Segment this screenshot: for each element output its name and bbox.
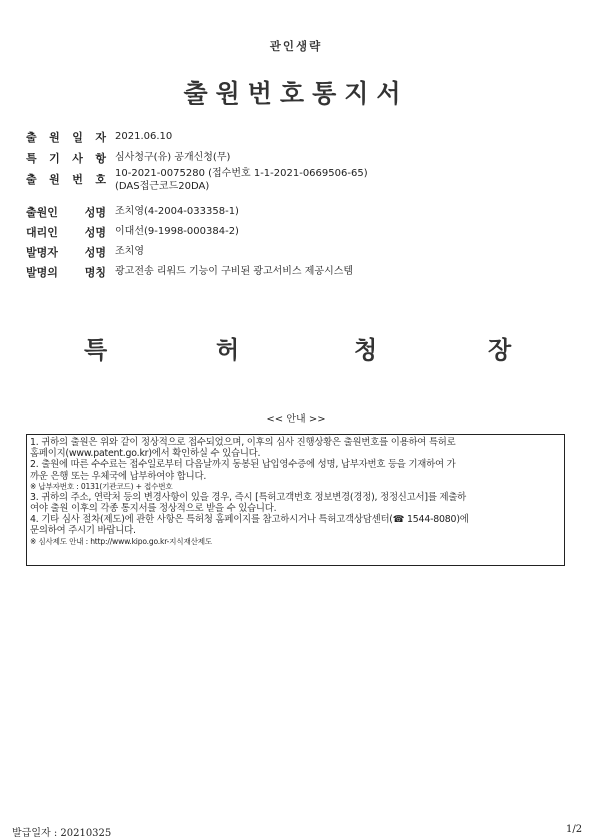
field-value [115,205,239,218]
notice-line: 여야 출원 이후의 각종 통지서를 정상적으로 받을 수 있습니다. [30,503,277,515]
field-label [26,204,106,220]
field-value [115,130,172,143]
issuer-char: 장 [488,336,512,364]
field-label [26,264,106,280]
issue-date: 발급일자 : 20210325 [12,828,112,839]
field-value-line: (DAS접근코드20DA) [115,181,210,192]
field-label [26,150,106,166]
page-number: 1/2 [566,824,583,835]
field-label-part: 대리인 [26,226,58,239]
field-label-part: 발명자 [26,246,58,259]
notice-line: ※ 납부자번호 : 0131(기관코드) + 접수번호 [30,481,173,491]
issuer-char: 청 [354,336,378,364]
notice-line: 4. 기타 심사 절차(제도)에 관한 사항은 특허청 홈페이지를 참고하시거나 특허고객상담센터(☎ 1544-8080)에 [30,514,469,526]
notice-line: ※ 심사제도 안내 : http://www.kipo.go.kr-지식재산제도 [30,536,212,546]
field-value-line: 조치영 [115,246,144,257]
field-label-part: 기 [49,152,60,165]
field-value-line: 10-2021-0075280 (접수번호 1-1-2021-0669506-65) [115,168,368,179]
notice-line: 2. 출원에 따른 수수료는 접수일로부터 다음날까지 동봉된 납입영수증에 성명, 납부자번호 등을 기재하여 가 [30,459,456,471]
field-label-part: 특 [26,152,37,165]
field-value-line: 심사청구(유) 공개신청(무) [115,152,231,163]
field-label [26,129,106,145]
field-label-part: 성명 [84,246,106,259]
field-label-part: 명칭 [84,266,106,279]
field-label-part: 항 [95,152,106,165]
notice-box [26,434,565,566]
field-value-line: 이대선(9-1998-000384-2) [115,226,239,237]
notice-line: 까운 은행 또는 우체국에 납부하여야 합니다. [30,470,207,482]
field-label-part: 번 [72,173,83,186]
document-title: 출원번호통지서 [183,79,409,108]
field-value [115,245,144,258]
field-value [115,265,353,278]
field-value [115,151,230,164]
field-value [115,225,239,238]
field-value-line: 2021.06.10 [115,131,173,142]
field-label-part: 성명 [84,226,106,239]
field-label-part: 원 [49,131,60,144]
field-label-part: 일 [72,131,83,144]
field-value-line: 조치영(4-2004-033358-1) [115,206,239,217]
field-label-part: 자 [95,131,106,144]
field-label-part: 출원인 [26,206,58,219]
field-label-part: 성명 [84,206,106,219]
notice-line: 홈페이지(www.patent.go.kr)에서 확인하실 수 있습니다. [30,448,261,460]
issuer-char: 허 [216,336,240,364]
field-label-part: 출 [26,131,37,144]
field-label [26,224,106,240]
seal-omitted-label: 관인생략 [269,39,323,53]
field-value [115,167,368,193]
field-label-part: 호 [95,173,106,186]
notice-line: 1. 귀하의 출원은 위와 같이 정상적으로 접수되었으며, 이후의 심사 진행상황은 출원번호를 이용하여 특허로 [30,437,456,448]
field-label [26,244,106,260]
guide-heading: << 안내 >> [266,414,326,425]
notice-line: 3. 귀하의 주소, 연락처 등의 변경사항이 있을 경우, 즉시 [특허고객번호 정보변경(경정), 정정신고서]를 제출하 [30,491,467,503]
field-label-part: 원 [49,173,60,186]
field-label [26,171,106,187]
field-label-part: 출 [26,173,37,186]
field-label-part: 사 [72,152,83,165]
issuer-char: 특 [84,336,108,364]
field-value-line: 광고전송 리워드 기능이 구비된 광고서비스 제공시스템 [115,266,354,277]
notice-line: 문의하여 주시기 바랍니다. [30,525,136,537]
field-label-part: 발명의 [26,266,58,279]
